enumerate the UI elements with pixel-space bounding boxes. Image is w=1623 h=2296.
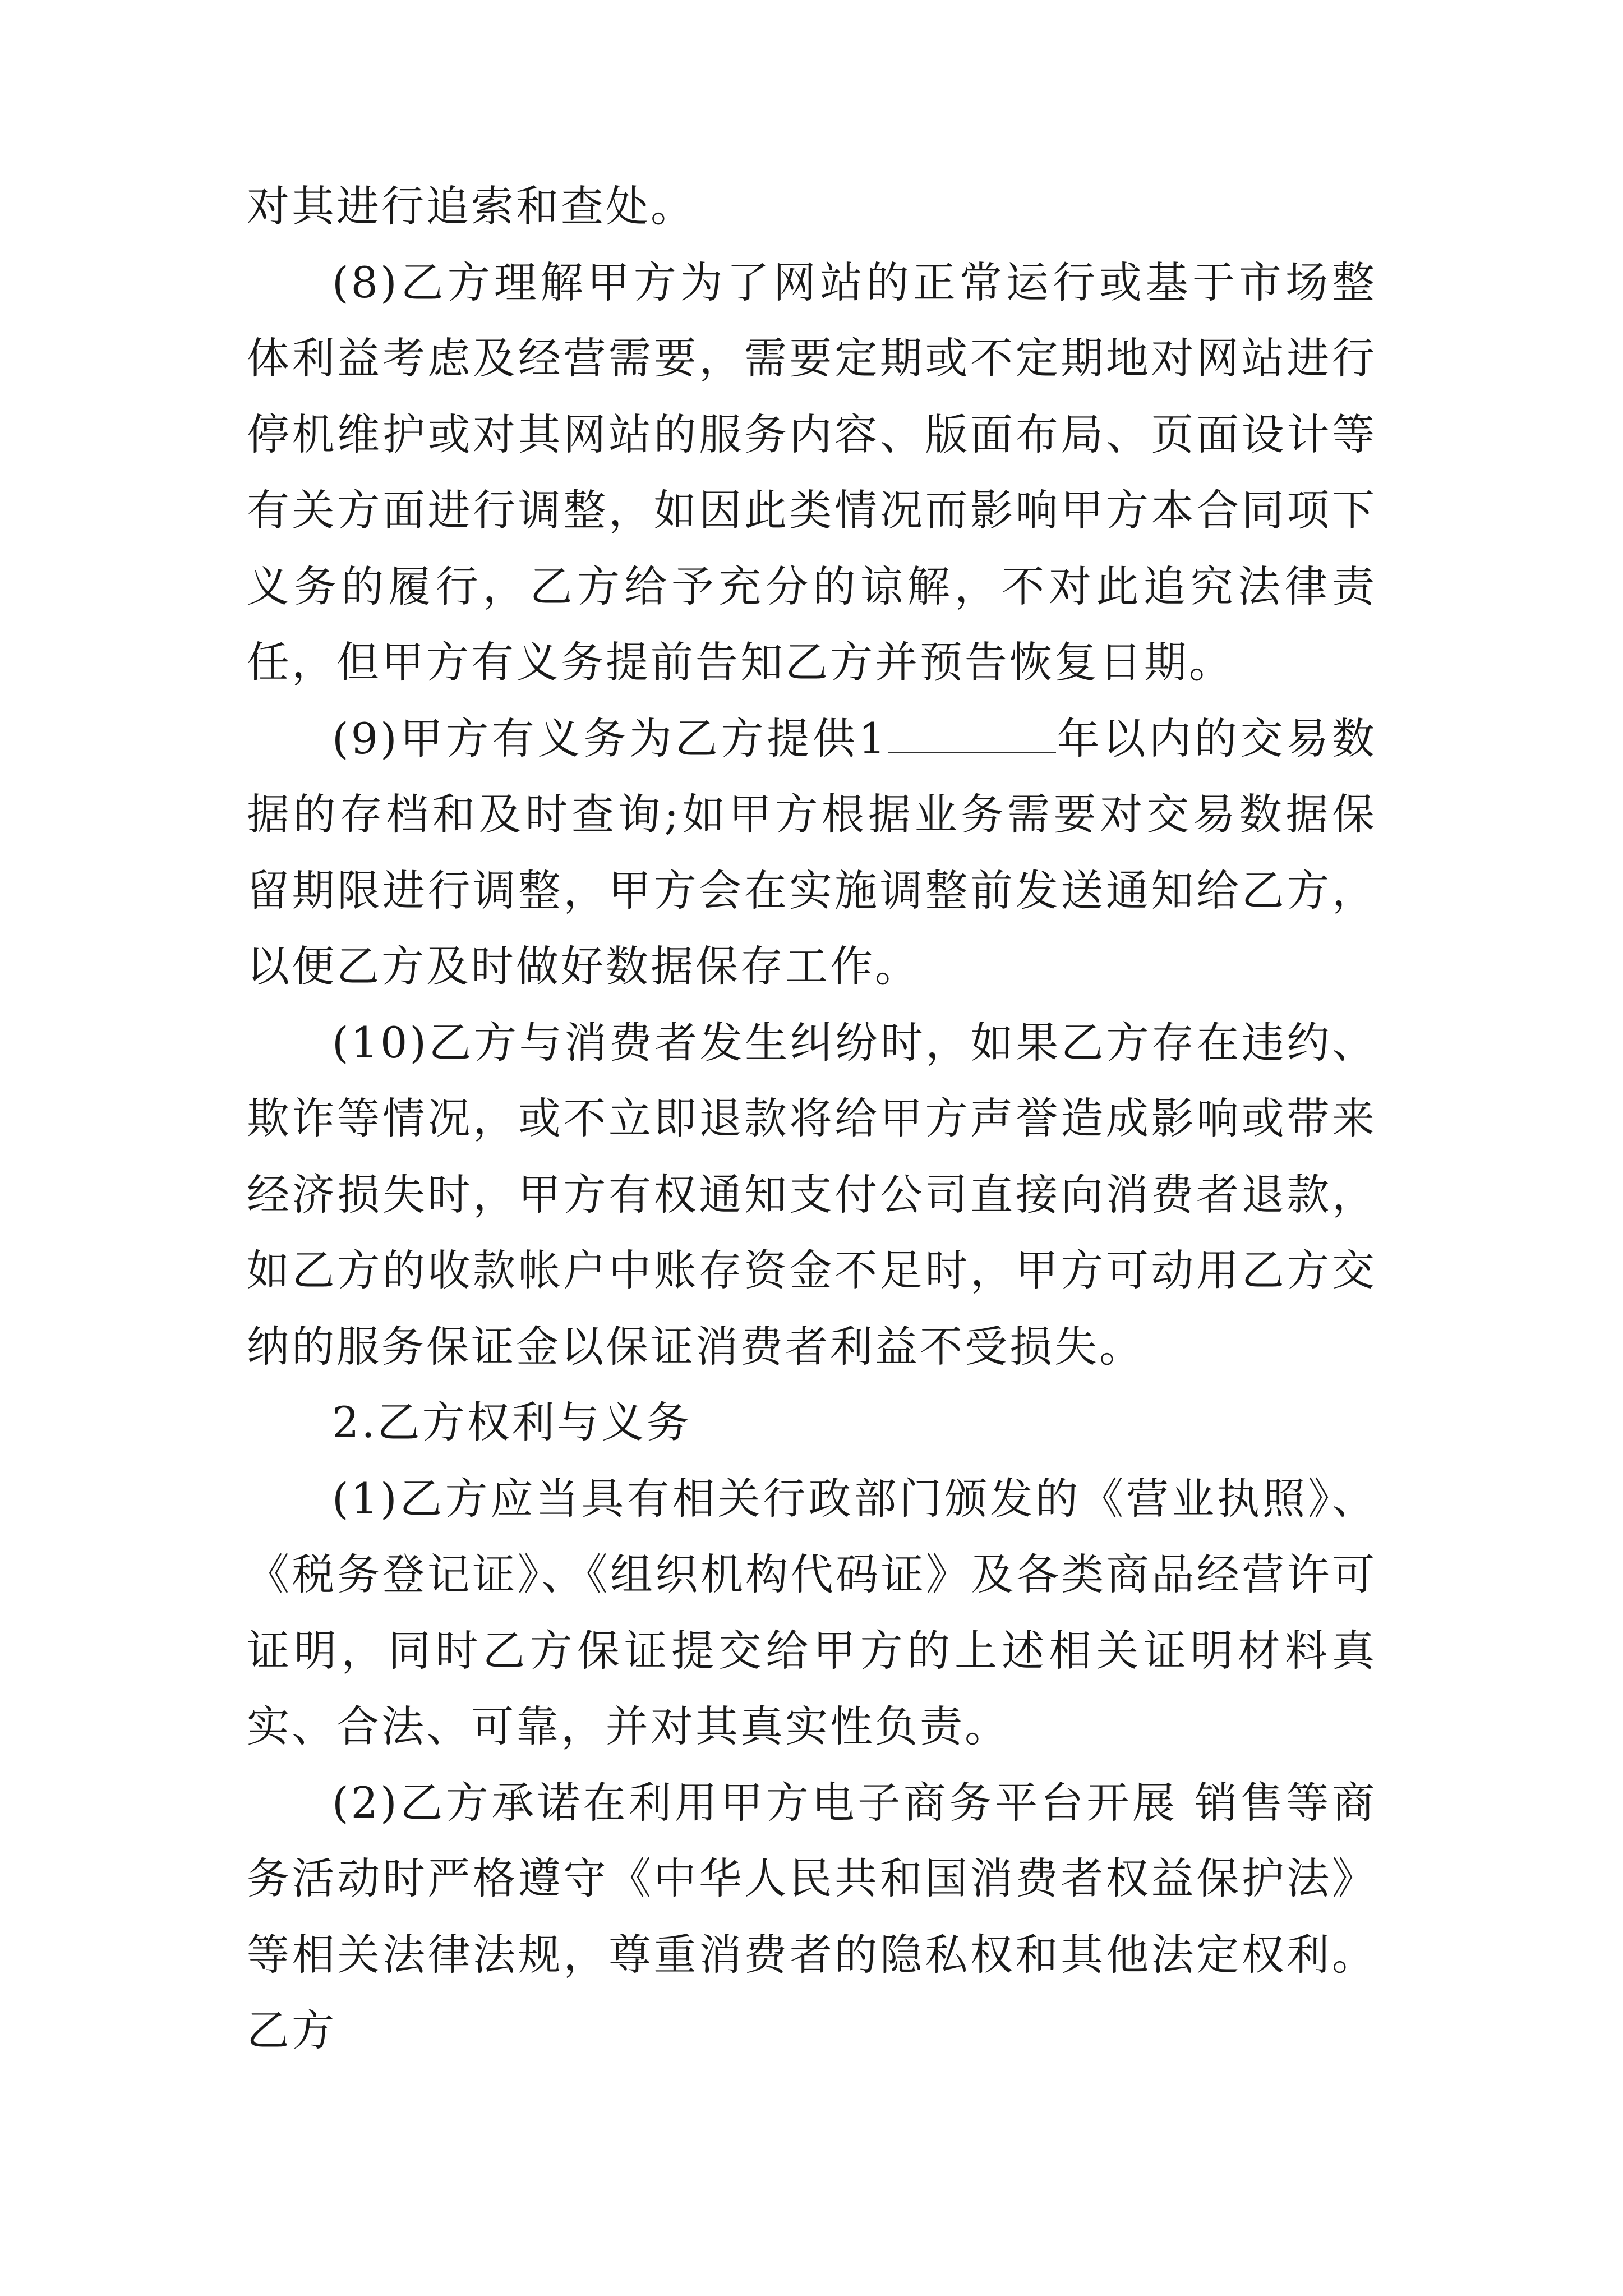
fill-in-blank [888, 718, 1056, 753]
item-9-text-after-blank: 年以内的交易数据的存档和及时查询;如甲方根据业务需要对交易数据保留期限进行调整，甲方会在实施调整前发送通知给乙方，以便乙方及时做好数据保存工作。 [247, 713, 1377, 991]
document-body [247, 168, 1377, 2069]
continuation-paragraph: 对其进行追索和查处。 [247, 181, 695, 231]
item-9-text-before-blank: (9)甲方有义务为乙方提供1 [332, 713, 888, 763]
section-2-heading: 2.乙方权利与义务 [332, 1397, 691, 1447]
paragraph-item-10: (10)乙方与消费者发生纠纷时，如果乙方存在违约、欺诈等情况，或不立即退款将给甲方声誉造成影响或带来经济损失时，甲方有权通知支付公司直接向消费者退款，如乙方的收款帐户中账存资金不足时，甲方可动用乙方交纳的服务保证金以保证消费者利益不受损失。 [247, 1017, 1377, 1372]
paragraph-section-2-item-1: (1)乙方应当具有相关行政部门颁发的《营业执照》、《税务登记证》、《组织机构代码证》及各类商品经营许可证明，同时乙方保证提交给甲方的上述相关证明材料真实、合法、可靠，并对其真实性负责。 [247, 1473, 1377, 1751]
paragraph-section-2-item-2: (2)乙方承诺在利用甲方电子商务平台开展 销售等商务活动时严格遵守《中华人民共和国消费者权益保护法》等相关法律法规，尊重消费者的隐私权和其他法定权利。乙方 [247, 1777, 1377, 2055]
paragraph-item-8: (8)乙方理解甲方为了网站的正常运行或基于市场整体利益考虑及经营需要，需要定期或不定期地对网站进行停机维护或对其网站的服务内容、版面布局、页面设计等有关方面进行调整，如因此类情况而影响甲方本合同项下义务的履行，乙方给予充分的谅解，不对此追究法律责任，但甲方有义务提前告知乙方并预告恢复日期。 [247, 257, 1377, 687]
paragraph-item-9 [247, 701, 1377, 1005]
